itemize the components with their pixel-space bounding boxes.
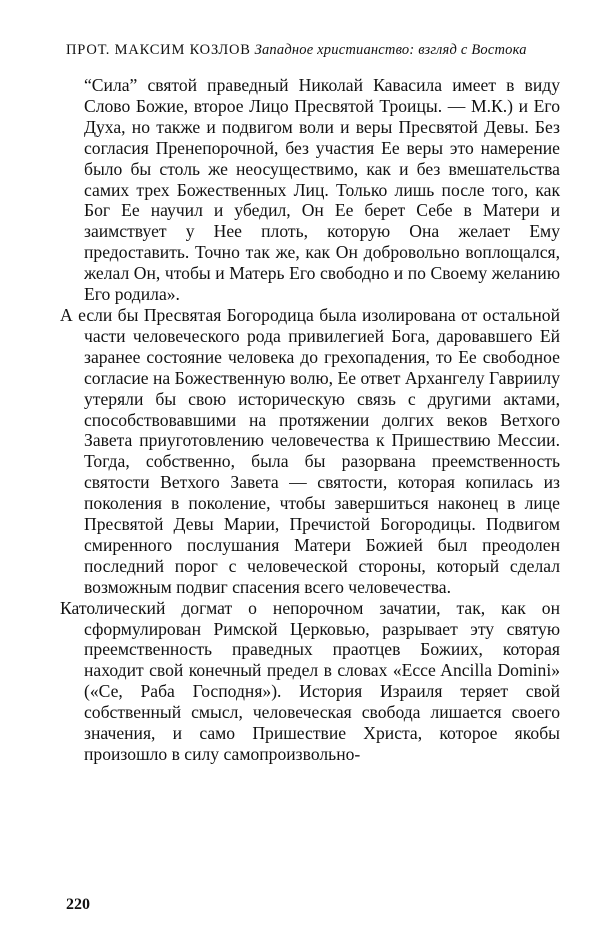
page-number: 220 bbox=[66, 896, 90, 913]
running-head-title: Западное христианство: взгляд с Востока bbox=[254, 42, 527, 58]
running-head bbox=[66, 42, 566, 59]
paragraph: Католический догмат о непорочном зачатии, так, как он сформулирован Римской Церковью, разрывает эту святую преемственность праведных праотцев Божиих, которая находит свой конечный предел в словах «Ecce Ancilla Domini» («Се, Раба Господня»). История Израиля теряет свой собственный смысл, человеческая свобода лишается своего значения, и само Пришествие Христа, которое якобы произошло в силу самопроизвольно- bbox=[60, 597, 560, 764]
paragraph: А если бы Пресвятая Богородица была изолирована от остальной части человеческого рода привилегией Бога, даровавшего Ей заранее состояние человека до грехопадения, то Ее свободное согласие на Божественную волю, Ее ответ Архангелу Гавриилу утеряли бы свою историческую связь с другими актами, способствовавшими на протяжении долгих веков Ветхого Завета приуготовлению человечества к Пришествию Мессии. Тогда, собственно, была бы разорвана преемственность святости Ветхого Завета — святости, которая копилась из поколения в поколение, чтобы завершиться наконец в лице Пресвятой Девы Марии, Пречистой Богородицы. Подвигом смиренного послушания Матери Божией был преодолен последний порог с человеческой стороны, который сделал возможным подвиг спасения всего человечества. bbox=[60, 304, 560, 597]
body-text bbox=[60, 75, 560, 765]
paragraph-continued: “Сила” святой праведный Николай Кавасила имеет в виду Слово Божие, второе Лицо Пресвятой Троицы. — М.К.) и Его Духа, но также и подвигом воли и веры Пресвятой Девы. Без согласия Пренепорочной, без участия Ее веры это намерение было бы столь же неосуществимо, как и без вмешательства самих трех Божественных Лиц. Только лишь после того, как Бог Ее научил и убедил, Он Ее берет Себе в Матери и заимствует у Нее плоть, которую Она желает Ему предоставить. Точно так же, как Он добровольно воплощался, желал Он, чтобы и Матерь Его свободно и по Своему желанию Его родила». bbox=[84, 75, 560, 305]
running-head-author: ПРОТ. МАКСИМ КОЗЛОВ bbox=[66, 42, 251, 58]
